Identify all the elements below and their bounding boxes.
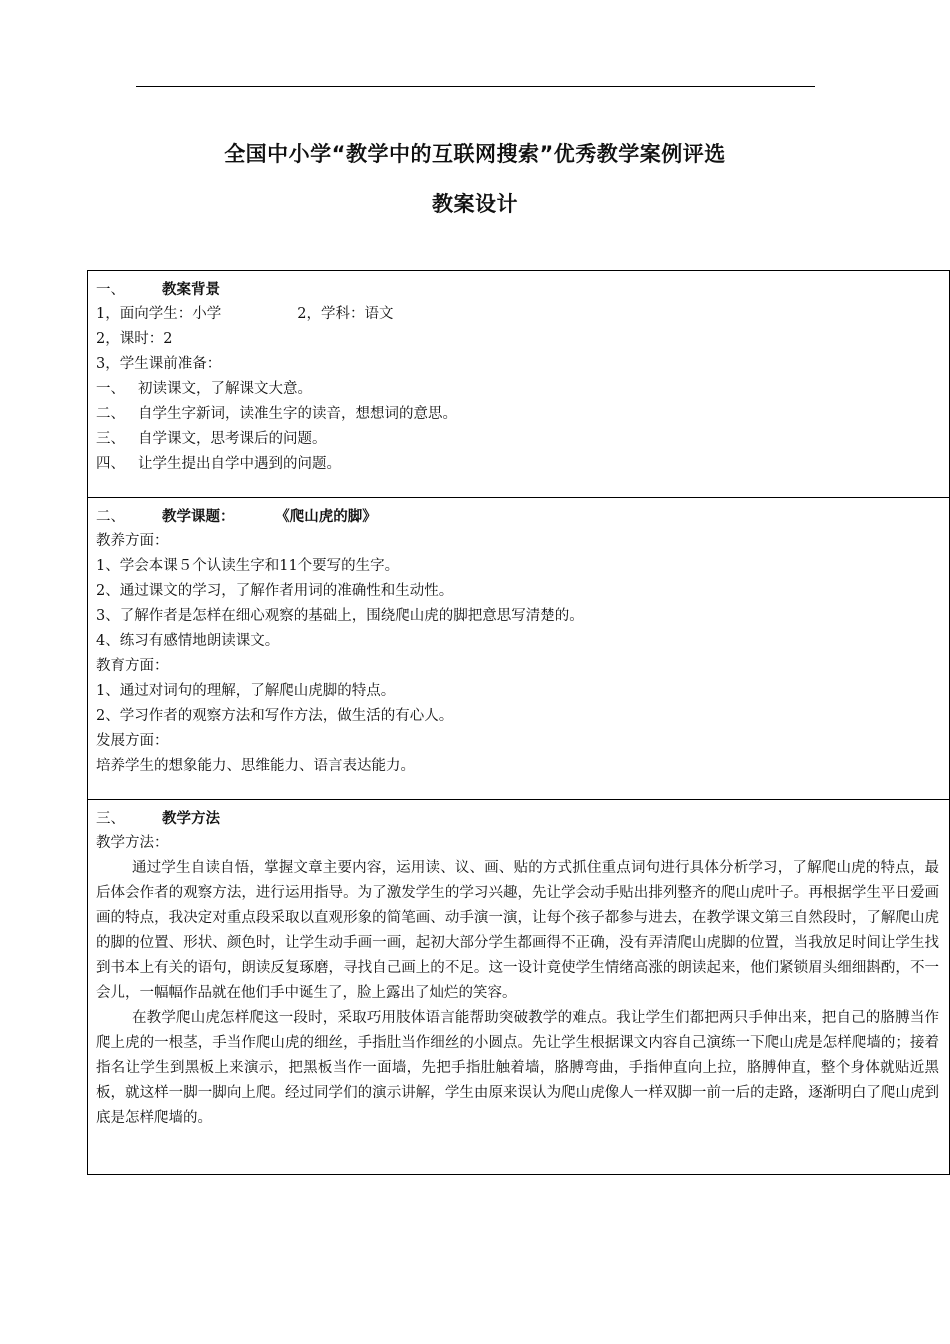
section-title: 教案背景 [162,281,220,298]
subject-text: 2，学科：语文 [297,306,394,322]
section-methods [88,800,949,1174]
section-heading [96,277,939,302]
lesson-topic: 《爬山虎的脚》 [282,508,377,525]
section-number: 二、 [96,509,125,525]
prep-item-text: 自学课文，思考课后的问题。 [138,431,327,447]
objective-line: 4、练习有感情地朗读课文。 [96,633,280,649]
methods-label: 教学方法： [96,835,169,851]
prep-item-text: 自学生字新词，读准生字的读音，想想词的意思。 [138,406,457,422]
methods-paragraph: 通过学生自读自悟，掌握文章主要内容，运用读、议、画、贴的方式抓住重点词句进行具体分析学习，了解爬山虎的特点，最后体会作者的观察方法，进行运用指导。为了激发学生的学习兴趣，先让学会动手贴出排列整齐的爬山虎叶子。再根据学生平日爱画画的特点，我决定对重点段采取以直观形象的简笔画、动手演一演，让每个孩子都参与进去，在教学课文第三自然段时，了解爬山虎的脚的位置、形状、颜色时，让学生动手画一画，起初大部分学生都画得不正确，没有弄清爬山虎脚的位置，当我放足时间让学生找到书本上有关的语句，朗读反复琢磨，寻找自己画上的不足。这一设计竟使学生情绪高涨的朗读起来，他们紧锁眉头细细斟酌，不一会儿，一幅幅作品就在他们手中诞生了，脸上露出了灿烂的笑容。 [96,860,939,1001]
audience-subject-line [96,302,939,327]
section-background [88,271,949,498]
prep-item [96,427,939,452]
section-number: 三、 [96,811,125,827]
objective-line: 3、了解作者是怎样在细心观察的基础上，围绕爬山虎的脚把意思写清楚的。 [96,608,584,624]
prep-item [96,377,939,402]
methods-paragraph: 在教学爬山虎怎样爬这一段时，采取巧用肢体语言能帮助突破教学的难点。我让学生们都把两只手伸出来，把自己的胳膊当作爬上虎的一根茎，手当作爬山虎的细丝，手指肚当作细丝的小圆点。先让学生根据课文内容自己演练一下爬山虎是怎样爬墙的；接着指名让学生到黑板上来演示，把黑板当作一面墙，先把手指肚触着墙，胳膊弯曲，手指伸直向上拉，胳膊伸直，整个身体就贴近黑板，就这样一脚一脚向上爬。经过同学们的演示讲解，学生由原来误认为爬山虎像人一样双脚一前一后的走路，逐渐明白了爬山虎到底是怎样爬墙的。 [96,1010,939,1126]
section-topic [88,498,949,800]
page-subtitle: 教案设计 [432,192,518,216]
objective-line: 发展方面： [96,733,169,749]
prep-item [96,402,939,427]
objective-line: 1、通过对词句的理解，了解爬山虎脚的特点。 [96,683,396,699]
objective-line: 教育方面： [96,658,169,674]
objective-line: 教养方面： [96,533,169,549]
objective-line: 2、通过课文的学习，了解作者用词的准确性和生动性。 [96,583,454,599]
section-title: 教学课题： [162,508,235,525]
page-title: 全国中小学“教学中的互联网搜索”优秀教学案例评选 [224,142,726,166]
section-title: 教学方法 [162,810,220,827]
prep-item-text: 初读课文，了解课文大意。 [138,381,312,397]
header-rule [136,86,815,87]
objective-line: 2、学习作者的观察方法和写作方法，做生活的有心人。 [96,708,454,724]
objective-line: 培养学生的想象能力、思维能力、语言表达能力。 [96,758,415,774]
prep-label: 3，学生课前准备： [96,356,222,372]
lesson-plan-table [87,270,950,1175]
section-heading [96,806,939,831]
hours-text: 2，课时：2 [96,331,173,347]
prep-item [96,452,939,477]
prep-item-marker: 二、 [96,406,125,422]
section-heading [96,504,939,529]
section-number: 一、 [96,282,125,298]
prep-item-marker: 四、 [96,456,125,472]
prep-item-text: 让学生提出自学中遇到的问题。 [138,456,341,472]
audience-text: 1，面向学生：小学 [96,306,222,322]
prep-item-marker: 一、 [96,381,125,397]
objective-line: 1、学会本课５个认读生字和11个要写的生字。 [96,558,400,574]
prep-item-marker: 三、 [96,431,125,447]
